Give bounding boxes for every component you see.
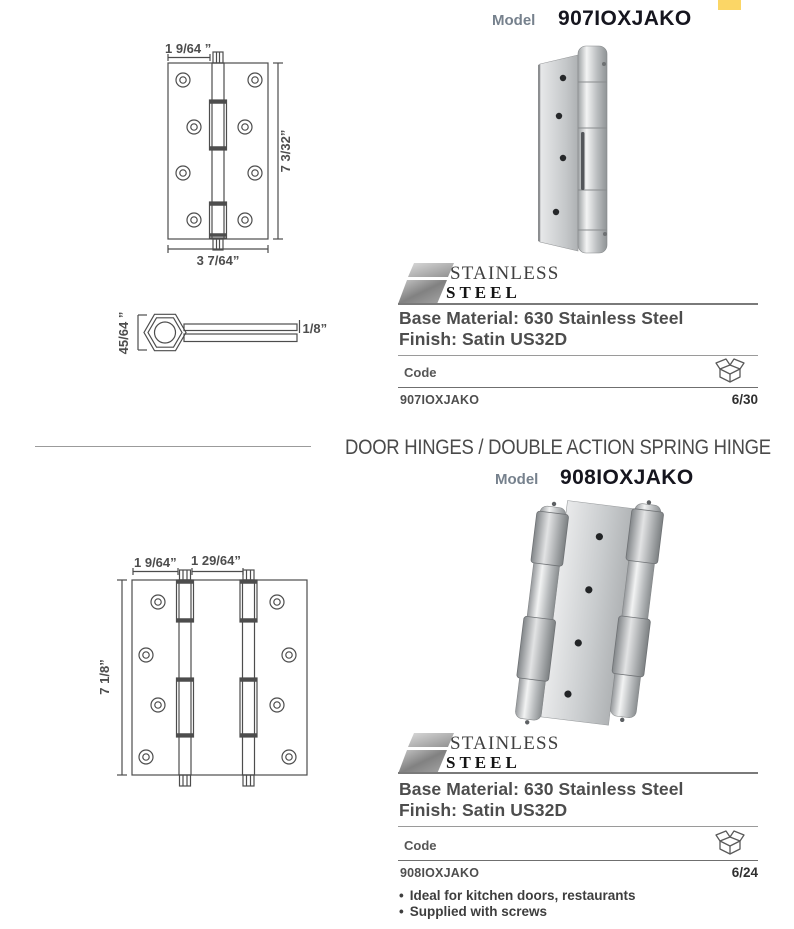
product-photo-double-action-hinge — [498, 492, 680, 735]
barrel-right — [240, 570, 257, 786]
technical-drawing-front-907 — [95, 38, 325, 270]
finish-line: Finish: Satin US32D — [399, 329, 568, 349]
divider-rule — [398, 387, 758, 388]
packing-box-icon — [714, 828, 746, 858]
yellow-index-tab-icon — [718, 0, 741, 10]
screw-hole — [553, 209, 559, 215]
leaf-outline — [168, 63, 268, 239]
dimension-center-width — [191, 553, 243, 575]
base-material-line: Base Material: 630 Stainless Steel — [399, 779, 684, 799]
section-heading: DOOR HINGES / DOUBLE ACTION SPRING HINGE — [345, 436, 771, 459]
dim-label-height: 7 3/32” — [278, 129, 293, 173]
technical-drawing-side-907 — [105, 300, 350, 370]
dimension-knuckle — [116, 312, 147, 355]
technical-drawing-front-908 — [78, 548, 333, 800]
packing-quantity: 6/30 — [731, 392, 758, 407]
section-divider-line — [35, 446, 311, 447]
spring-sleeve — [531, 511, 569, 567]
screw-hole — [560, 75, 566, 81]
spring-sleeve — [612, 616, 651, 677]
brand-stainless-text: STAINLESS — [450, 263, 560, 284]
knuckle-hex-outer — [144, 314, 186, 350]
packing-box-icon — [714, 356, 746, 386]
screw-hole — [556, 113, 562, 119]
stainless-steel-logo — [398, 731, 698, 777]
pin-nub — [603, 232, 607, 236]
leaf-bottom — [184, 334, 297, 342]
base-material-line: Base Material: 630 Stainless Steel — [399, 308, 684, 328]
barrel-cap-bottom — [213, 239, 223, 250]
spring-slot — [581, 132, 585, 190]
screw-hole — [560, 155, 566, 161]
barrel-left — [177, 570, 194, 786]
stainless-steel-logo — [398, 261, 698, 307]
dimension-leaf-width — [165, 41, 211, 61]
dim-label-leaf-width: 1 9/64” — [134, 555, 177, 570]
divider-rule — [398, 303, 758, 305]
screw-holes — [139, 595, 296, 764]
pin-nub — [552, 501, 557, 506]
model-number: 908IOXJAKO — [560, 466, 694, 489]
brand-steel-text: STEEL — [446, 283, 521, 302]
dim-label-leaf-width: 1 9/64 ” — [165, 41, 212, 56]
leaf-top — [184, 324, 297, 331]
dimension-height — [97, 580, 127, 775]
dimension-thickness — [300, 320, 328, 336]
model-number: 907IOXJAKO — [558, 7, 692, 30]
dimension-leaf-width — [133, 555, 178, 575]
note-item: • Supplied with screws — [399, 904, 739, 920]
code-column-header: Code — [404, 365, 437, 380]
barrel-shaft — [212, 63, 224, 239]
dim-label-knuckle: 45/64 ” — [116, 311, 131, 355]
brand-steel-text: STEEL — [446, 753, 521, 772]
model-label: Model — [495, 471, 539, 488]
dim-label-thickness: 1/8” — [302, 321, 328, 336]
dim-label-center-width: 1 29/64” — [191, 553, 241, 568]
dimension-overall-width — [168, 245, 268, 268]
barrel-cap-top — [213, 52, 223, 63]
pin-nub — [525, 720, 530, 725]
product-notes — [399, 888, 739, 919]
finish-line: Finish: Satin US32D — [399, 800, 568, 820]
pin-bore — [155, 322, 176, 343]
product-photo-single-action-hinge — [538, 44, 612, 258]
brand-stainless-text: STAINLESS — [450, 733, 560, 754]
pin-nub — [602, 62, 606, 66]
divider-rule — [398, 772, 758, 774]
spring-sleeve — [626, 508, 664, 564]
dim-label-overall-width: 3 7/64” — [196, 253, 240, 268]
model-label: Model — [492, 12, 536, 29]
divider-rule — [398, 355, 758, 356]
divider-rule — [398, 826, 758, 827]
product-code: 907IOXJAKO — [400, 393, 480, 407]
hinge-leaf — [540, 55, 578, 251]
dim-label-height: 7 1/8” — [97, 659, 112, 695]
divider-rule — [398, 860, 758, 861]
dimension-height — [273, 63, 293, 239]
packing-quantity: 6/24 — [731, 865, 758, 880]
product-code: 908IOXJAKO — [400, 866, 480, 880]
note-item: • Ideal for kitchen doors, restaurants — [399, 888, 739, 904]
code-column-header: Code — [404, 838, 437, 853]
pin-nub — [620, 717, 625, 722]
